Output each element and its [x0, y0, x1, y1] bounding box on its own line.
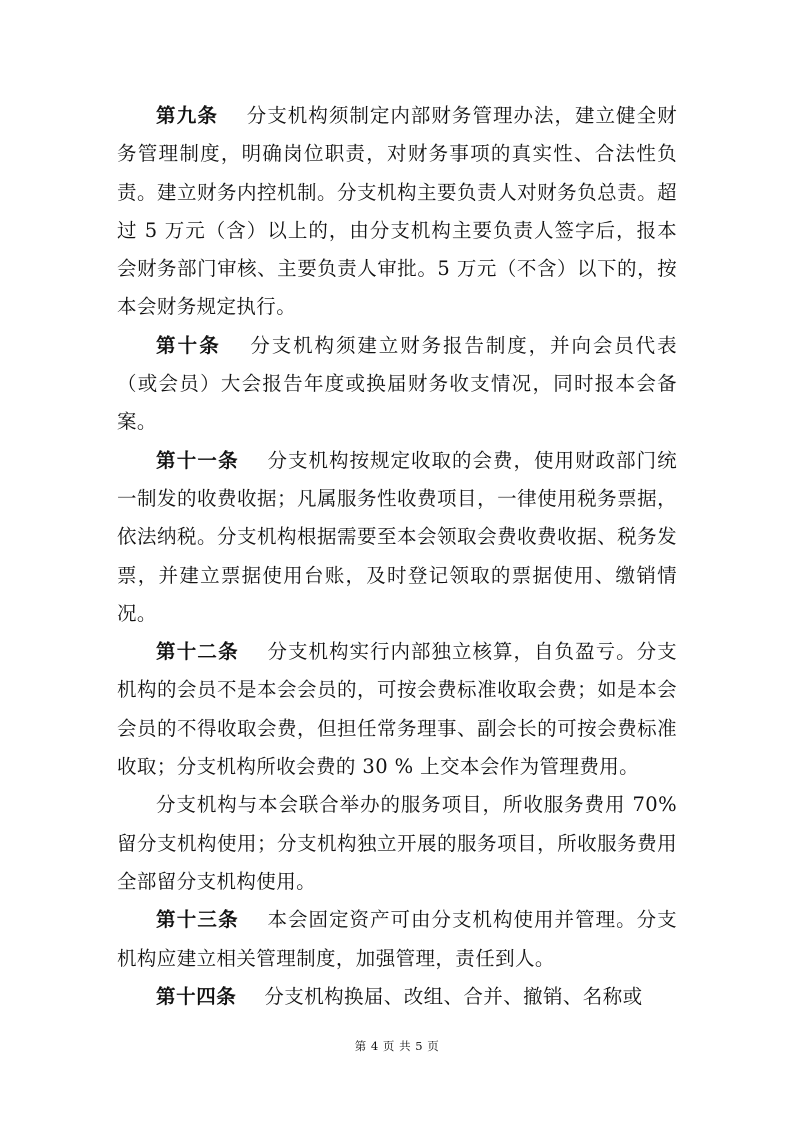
article-title: 第十三条	[156, 908, 239, 932]
article-title: 第十四条	[156, 984, 237, 1008]
article-title: 第十条	[156, 333, 221, 357]
article-text: 分支机构须制定内部财务管理办法，建立健全财务管理制度，明确岗位职责，对财务事项的真实性、合法性负责。建立财务内控机制。分支机构主要负责人对财务负总责。超过 5 万元（含）以上的，由分支机构主要负责人签字后，报本会财务部门审核、主要负责人审批。5 万元（不含）以下的，按本会财务规定执行。	[117, 104, 677, 319]
article-text: 分支机构实行内部独立核算，自负盈亏。分支机构的会员不是本会会员的，可按会费标准收取会费；如是本会会员的不得收取会费，但担任常务理事、副会长的可按会费标准收取；分支机构所收会费的 30 % 上交本会作为管理费用。	[117, 640, 677, 779]
article-title: 第十一条	[156, 448, 239, 472]
article-text: 分支机构按规定收取的会费，使用财政部门统一制发的收费收据；凡属服务性收费项目，一律使用税务票据，依法纳税。分支机构根据需要至本会领取会费收费收据、税务发票，并建立票据使用台账，及时登记领取的票据使用、缴销情况。	[117, 448, 677, 625]
article-title: 第九条	[156, 104, 219, 127]
article-12-continuation-paragraph	[117, 786, 677, 901]
article-12-paragraph	[117, 633, 677, 786]
article-9-paragraph	[117, 97, 677, 327]
article-10-paragraph	[117, 327, 677, 442]
article-11-paragraph	[117, 442, 677, 633]
article-13-paragraph	[117, 901, 677, 978]
article-14-paragraph	[117, 978, 677, 1016]
article-text: 分支机构换届、改组、合并、撤销、名称或	[264, 984, 643, 1008]
article-text: 本会固定资产可由分支机构使用并管理。分支机构应建立相关管理制度，加强管理，责任到人。	[117, 908, 677, 970]
article-title: 第十二条	[156, 640, 239, 664]
page-number-footer: 第 4 页 共 5 页	[354, 1039, 440, 1053]
article-text: 分支机构须建立财务报告制度，并向会员代表（或会员）大会报告年度或换届财务收支情况，同时报本会备案。	[117, 333, 677, 434]
article-text: 分支机构与本会联合举办的服务项目，所收服务费用 70%留分支机构使用；分支机构独立开展的服务项目，所收服务费用全部留分支机构使用。	[117, 793, 677, 893]
document-body	[117, 97, 677, 1016]
